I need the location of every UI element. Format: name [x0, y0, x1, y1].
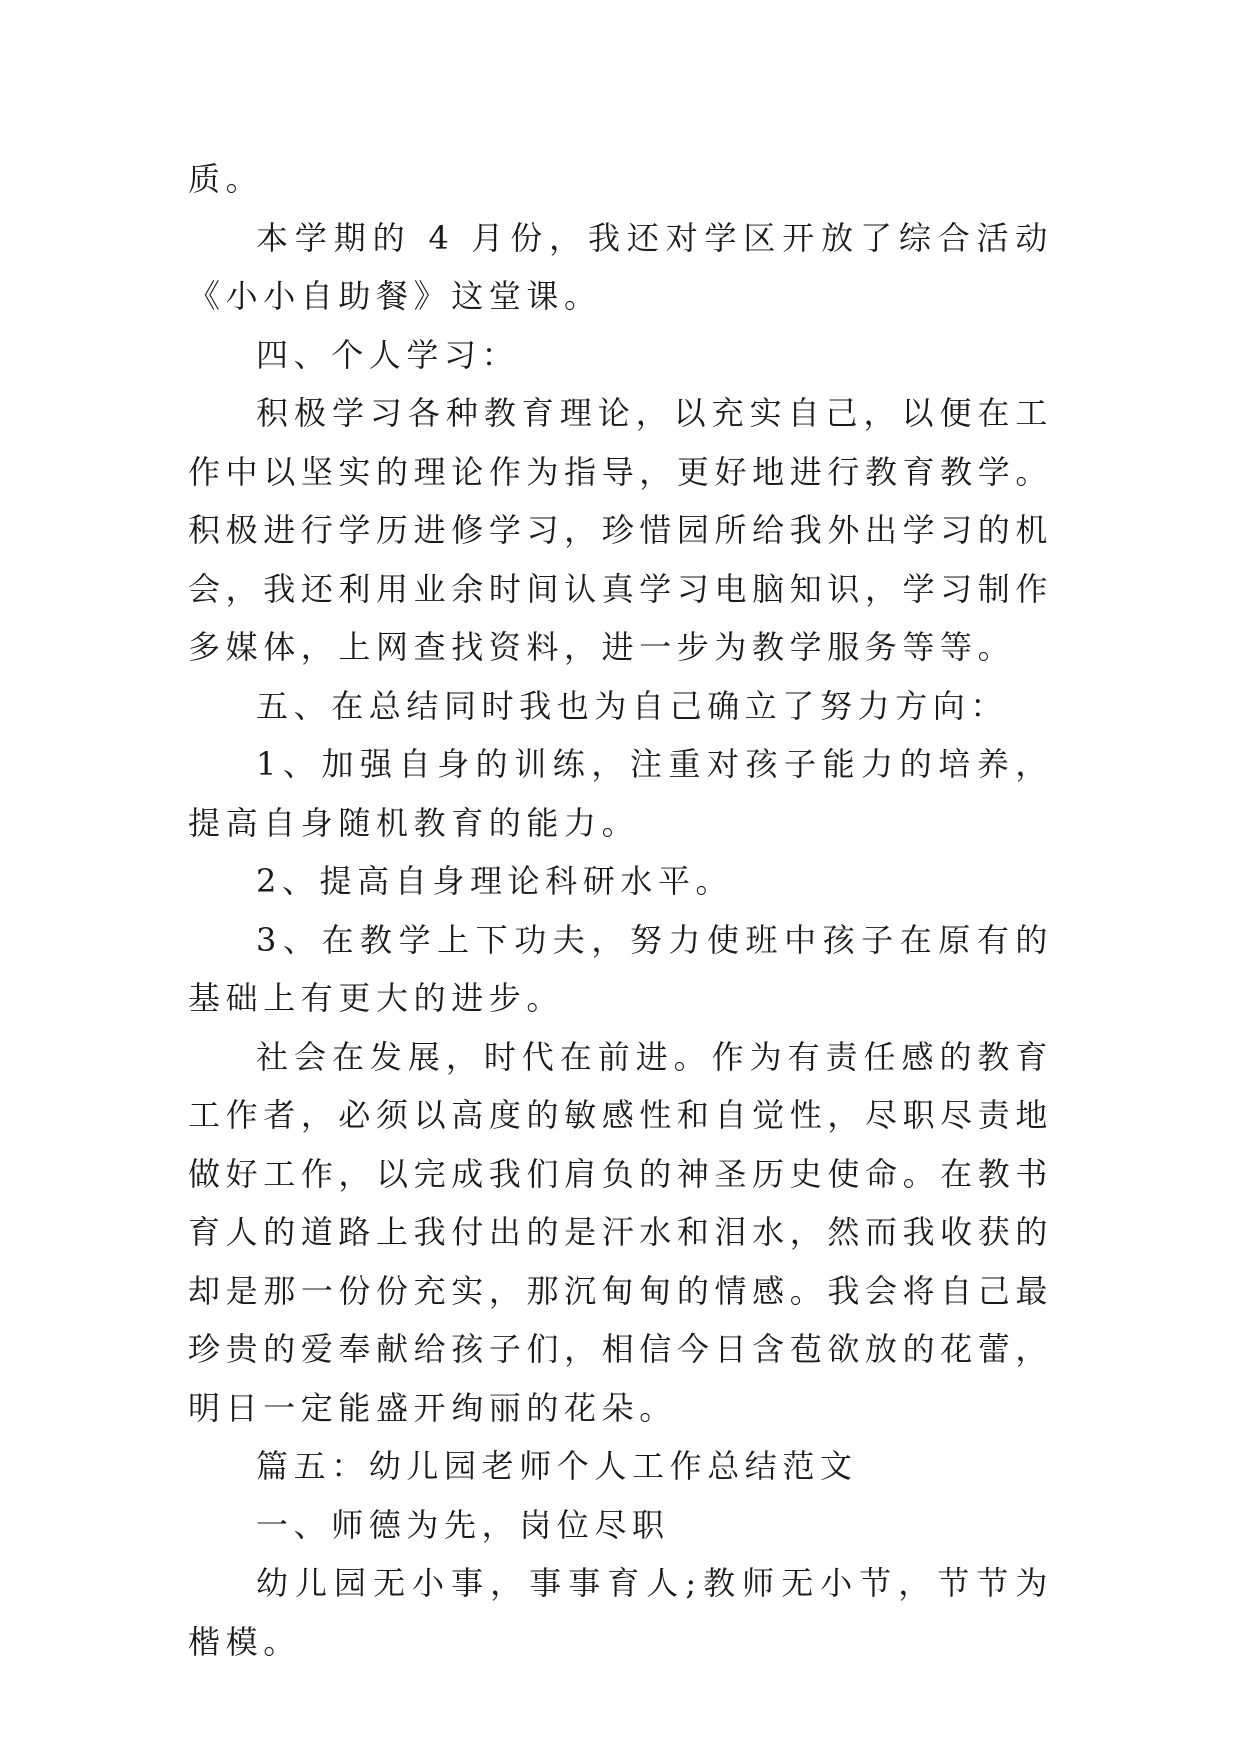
- article-title: 篇五：幼儿园老师个人工作总结范文: [256, 1447, 858, 1485]
- section-heading: 五、在总结同时我也为自己确立了努力方向：: [256, 686, 1009, 725]
- list-item: 3、在教学上下功夫，努力使班中孩子在原有的基础上有更大的进步。: [188, 920, 1053, 1017]
- section-heading: 四、个人学习：: [256, 335, 520, 374]
- paragraph: 质。: [188, 160, 264, 198]
- paragraph: 社会在发展，时代在前进。作为有责任感的教育工作者，必须以高度的敏感性和自觉性，尽职尽责地做好工作，以完成我们肩负的神圣历史使命。在教书育人的道路上我付出的是汗水和泪水，然而我收获的却是那一份份充实，那沉甸甸的情感。我会将自己最珍贵的爱奉献给孩子们，相信今日含苞欲放的花蕾，明日一定能盛开绚丽的花朵。: [188, 1037, 1053, 1427]
- document-body: [188, 150, 1053, 1671]
- paragraph: 本学期的 4 月份，我还对学区开放了综合活动《小小自助餐》这堂课。: [188, 218, 1053, 315]
- paragraph: 幼儿园无小事，事事育人;教师无小节，节节为楷模。: [188, 1564, 1053, 1661]
- section-heading: 一、师德为先，岗位尽职: [256, 1505, 670, 1544]
- list-item: 2、提高自身理论科研水平。: [256, 862, 734, 900]
- list-item: 1、加强自身的训练，注重对孩子能力的培养，提高自身随机教育的能力。: [188, 745, 1053, 842]
- paragraph: 积极学习各种教育理论，以充实自己，以便在工作中以坚实的理论作为指导，更好地进行教育教学。积极进行学历进修学习，珍惜园所给我外出学习的机会，我还利用业余时间认真学习电脑知识，学习制作多媒体，上网查找资料，进一步为教学服务等等。: [188, 394, 1053, 666]
